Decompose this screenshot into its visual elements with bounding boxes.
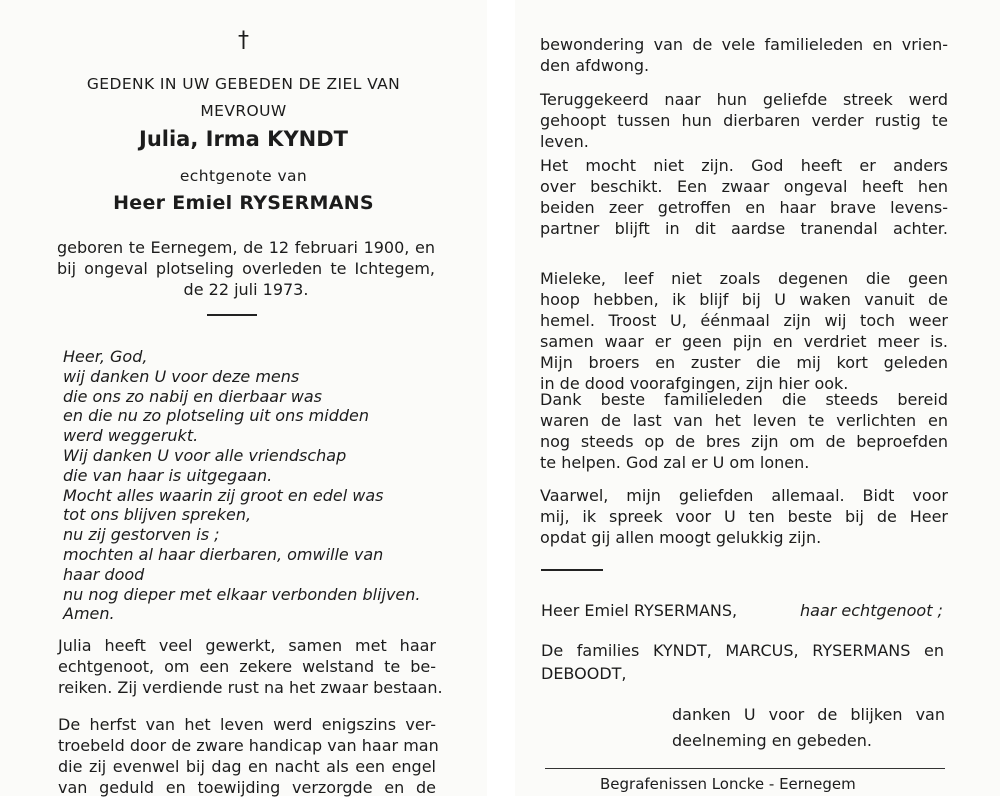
thanks-line: deelneming en gebeden. xyxy=(672,731,872,750)
text-line: Dank beste familieleden die steeds bereid xyxy=(540,390,948,409)
prayer-line: nu nog dieper met elkaar verbonden blijven. xyxy=(63,584,421,604)
divider xyxy=(541,569,603,571)
birth-line: geboren te Eernegem, de 12 februari 1900, en xyxy=(57,238,435,257)
text-line: De herfst van het leven werd enigszins ver- xyxy=(58,715,436,734)
text-line: beiden zeer getroffen en haar brave levens- xyxy=(540,198,948,217)
text-line: den afdwong. xyxy=(540,56,650,75)
prayer-line: Amen. xyxy=(63,604,115,624)
spouse-intro: echtgenote van xyxy=(179,167,308,185)
text-line: die zij evenwel bij dag en nacht als een engel xyxy=(58,757,436,776)
footer-rule xyxy=(545,768,945,769)
text-line: partner blijft in dit aardse tranendal achter. xyxy=(540,219,948,238)
paragraph-returned xyxy=(540,89,948,152)
text-line: in de dood voorafgingen, zijn hier ook. xyxy=(540,374,849,393)
cross-icon: † xyxy=(238,28,249,53)
birth-death-info xyxy=(57,237,435,300)
text-line: waren de last van het leven te verlichten en xyxy=(540,411,948,430)
thanks-line: danken U voor de blijken van xyxy=(672,705,945,724)
text-line: Mieleke, leef niet zoals degenen die geen xyxy=(540,269,948,288)
deceased-name: Julia, Irma KYNDT xyxy=(139,127,348,151)
text-line: bewondering van de vele familieleden en vrien- xyxy=(540,35,948,54)
prayer-line: Wij danken U voor alle vriendschap xyxy=(63,445,347,465)
death-line: bij ongeval plotseling overleden te Ichtegem, xyxy=(57,259,435,278)
death-date-line: de 22 juli 1973. xyxy=(183,280,309,299)
prayer-line: die van haar is uitgegaan. xyxy=(63,465,273,485)
paragraph-autumn xyxy=(58,714,439,798)
paragraph-thanks-family xyxy=(540,389,948,473)
paragraph-farewell xyxy=(540,485,948,548)
text-line: Teruggekeerd naar hun geliefde streek werd xyxy=(540,90,948,109)
text-line: Vaarwel, mijn geliefden allemaal. Bidt voor xyxy=(540,486,948,505)
prayer-line: die ons zo nabij en dierbaar was xyxy=(63,386,322,406)
signatory-families: De families KYNDT, MARCUS, RYSERMANS en xyxy=(541,641,944,660)
paragraph-continuation xyxy=(540,34,948,76)
text-line: Mijn broers en zuster die mij kort geleden xyxy=(540,353,948,372)
text-line: echtgenoot, om een zekere welstand te be- xyxy=(58,657,436,676)
paragraph-accident xyxy=(540,155,948,239)
funeral-home: Begrafenissen Loncke - Eernegem xyxy=(600,775,856,793)
paragraph-mieleke xyxy=(540,268,948,394)
text-line: hoop hebben, ik blijf bij U waken vanuit de xyxy=(540,290,948,309)
intro-text: GEDENK IN UW GEBEDEN DE ZIEL VAN xyxy=(86,75,401,93)
signatory-husband-role: haar echtgenoot ; xyxy=(800,601,943,620)
text-line: Julia heeft veel gewerkt, samen met haar xyxy=(58,636,436,655)
text-line: van geduld en toewijding verzorgde en de xyxy=(58,778,436,797)
prayer-line: en die nu zo plotseling uit ons midden xyxy=(63,406,369,426)
text-line: Het mocht niet zijn. God heeft er anders xyxy=(540,156,948,175)
signatory-husband: Heer Emiel RYSERMANS, xyxy=(541,601,738,620)
prayer xyxy=(63,347,421,624)
prayer-line: haar dood xyxy=(63,564,145,584)
title-text: MEVROUW xyxy=(200,102,287,120)
prayer-line: mochten al haar dierbaren, omwille van xyxy=(63,544,384,564)
text-line: te helpen. God zal er U om lonen. xyxy=(540,453,810,472)
text-line: samen waar er geen pijn en verdriet meer is. xyxy=(540,332,948,351)
text-line: leven. xyxy=(540,132,589,151)
text-line: reiken. Zij verdiende rust na het zwaar bestaan. xyxy=(58,678,443,697)
text-line: nog steeds op de bres zijn om de beproefden xyxy=(540,432,948,451)
text-line: gehoopt tussen hun dierbaren verder rustig te xyxy=(540,111,948,130)
text-line: mij, ik spreek voor U ten beste bij de Heer xyxy=(540,507,948,526)
paragraph-work xyxy=(58,635,443,698)
divider xyxy=(207,314,257,316)
prayer-line: Mocht alles waarin zij groot en edel was xyxy=(63,485,384,505)
text-line: opdat gij allen moogt gelukkig zijn. xyxy=(540,528,822,547)
prayer-line: Heer, God, xyxy=(63,347,148,366)
prayer-line: werd weggerukt. xyxy=(63,426,199,446)
spouse-name: Heer Emiel RYSERMANS xyxy=(113,192,374,214)
prayer-line: wij danken U voor deze mens xyxy=(63,366,300,386)
signatory-families-cont: DEBOODT, xyxy=(541,664,627,683)
text-line: hemel. Troost U, éénmaal zijn wij toch weer xyxy=(540,311,948,330)
prayer-line: nu zij gestorven is ; xyxy=(63,525,220,545)
prayer-line: tot ons blijven spreken, xyxy=(63,505,252,525)
text-line: over beschikt. Een zwaar ongeval heeft hen xyxy=(540,177,948,196)
text-line: troebeld door de zware handicap van haar man xyxy=(58,736,439,755)
